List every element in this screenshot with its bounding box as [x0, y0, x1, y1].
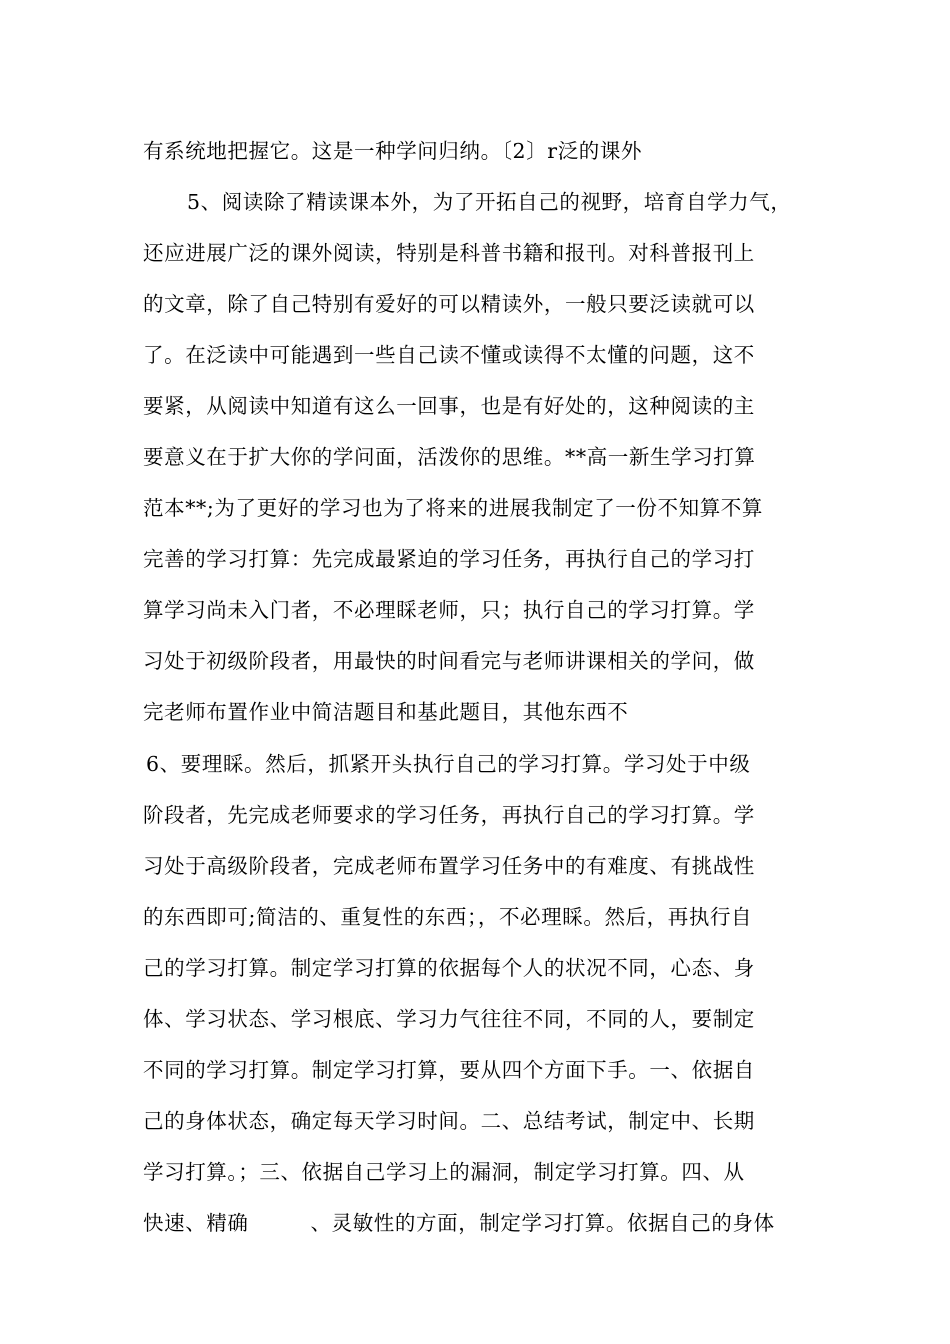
text-line: 6、要理睬。然后，抓紧开头执行自己的学习打算。学习处于中级	[146, 752, 751, 776]
text-line: 范本**;为了更好的学习也为了将来的进展我制定了一份不知算不算	[143, 496, 764, 520]
text-segment: 快速、精确	[143, 1211, 249, 1235]
text-line: 不同的学习打算。制定学习打算，要从四个方面下手。一、依据自	[143, 1058, 755, 1082]
text-line: 习处于初级阶段者，用最快的时间看完与老师讲课相关的学问，做	[143, 649, 755, 673]
text-line: 还应进展广泛的课外阅读，特别是科普书籍和报刊。对科普报刊上	[143, 241, 755, 265]
text-line: 完善的学习打算：先完成最紧迫的学习任务，再执行自己的学习打	[143, 547, 755, 571]
text-line: 完老师布置作业中简洁题目和基此题目，其他东西不	[143, 700, 629, 724]
text-line: 要意义在于扩大你的学问面，活泼你的思维。**高一新生学习打算	[143, 445, 756, 469]
text-line: 己的身体状态，确定每天学习时间。二、总结考试，制定中、长期	[143, 1109, 755, 1133]
text-line: 的文章，除了自己特别有爱好的可以精读外，一般只要泛读就可以	[143, 292, 755, 316]
text-line: 学习打算。；三、依据自己学习上的漏洞，制定学习打算。四、从	[143, 1160, 745, 1184]
text-line: 己的学习打算。制定学习打算的依据每个人的状况不同，心态、身	[143, 956, 755, 980]
text-line: 习处于高级阶段者，完成老师布置学习任务中的有难度、有挑战性	[143, 854, 755, 878]
text-line-last	[143, 1209, 775, 1237]
text-line: 的东西即可;简洁的、重复性的东西；，不必理睬。然后，再执行自	[143, 905, 753, 929]
text-line: 5、阅读除了精读课本外，为了开拓自己的视野，培育自学力气，	[187, 190, 792, 214]
text-line: 了。在泛读中可能遇到一些自己读不懂或读得不太懂的问题，这不	[143, 343, 755, 367]
text-line: 要紧，从阅读中知道有这么一回事，也是有好处的，这种阅读的主	[143, 394, 755, 418]
text-line: 算学习尚未入门者，不必理睬老师，只；执行自己的学习打算。学	[143, 598, 755, 622]
text-segment: 、灵敏性的方面，制定学习打算。依据自己的身体	[310, 1211, 775, 1235]
text-line: 体、学习状态、学习根底、学习力气往往不同，不同的人，要制定	[143, 1007, 755, 1031]
text-line: 有系统地把握它。这是一种学问归纳。〔2〕r泛的课外	[143, 139, 643, 163]
text-line: 阶段者，先完成老师要求的学习任务，再执行自己的学习打算。学	[143, 803, 755, 827]
